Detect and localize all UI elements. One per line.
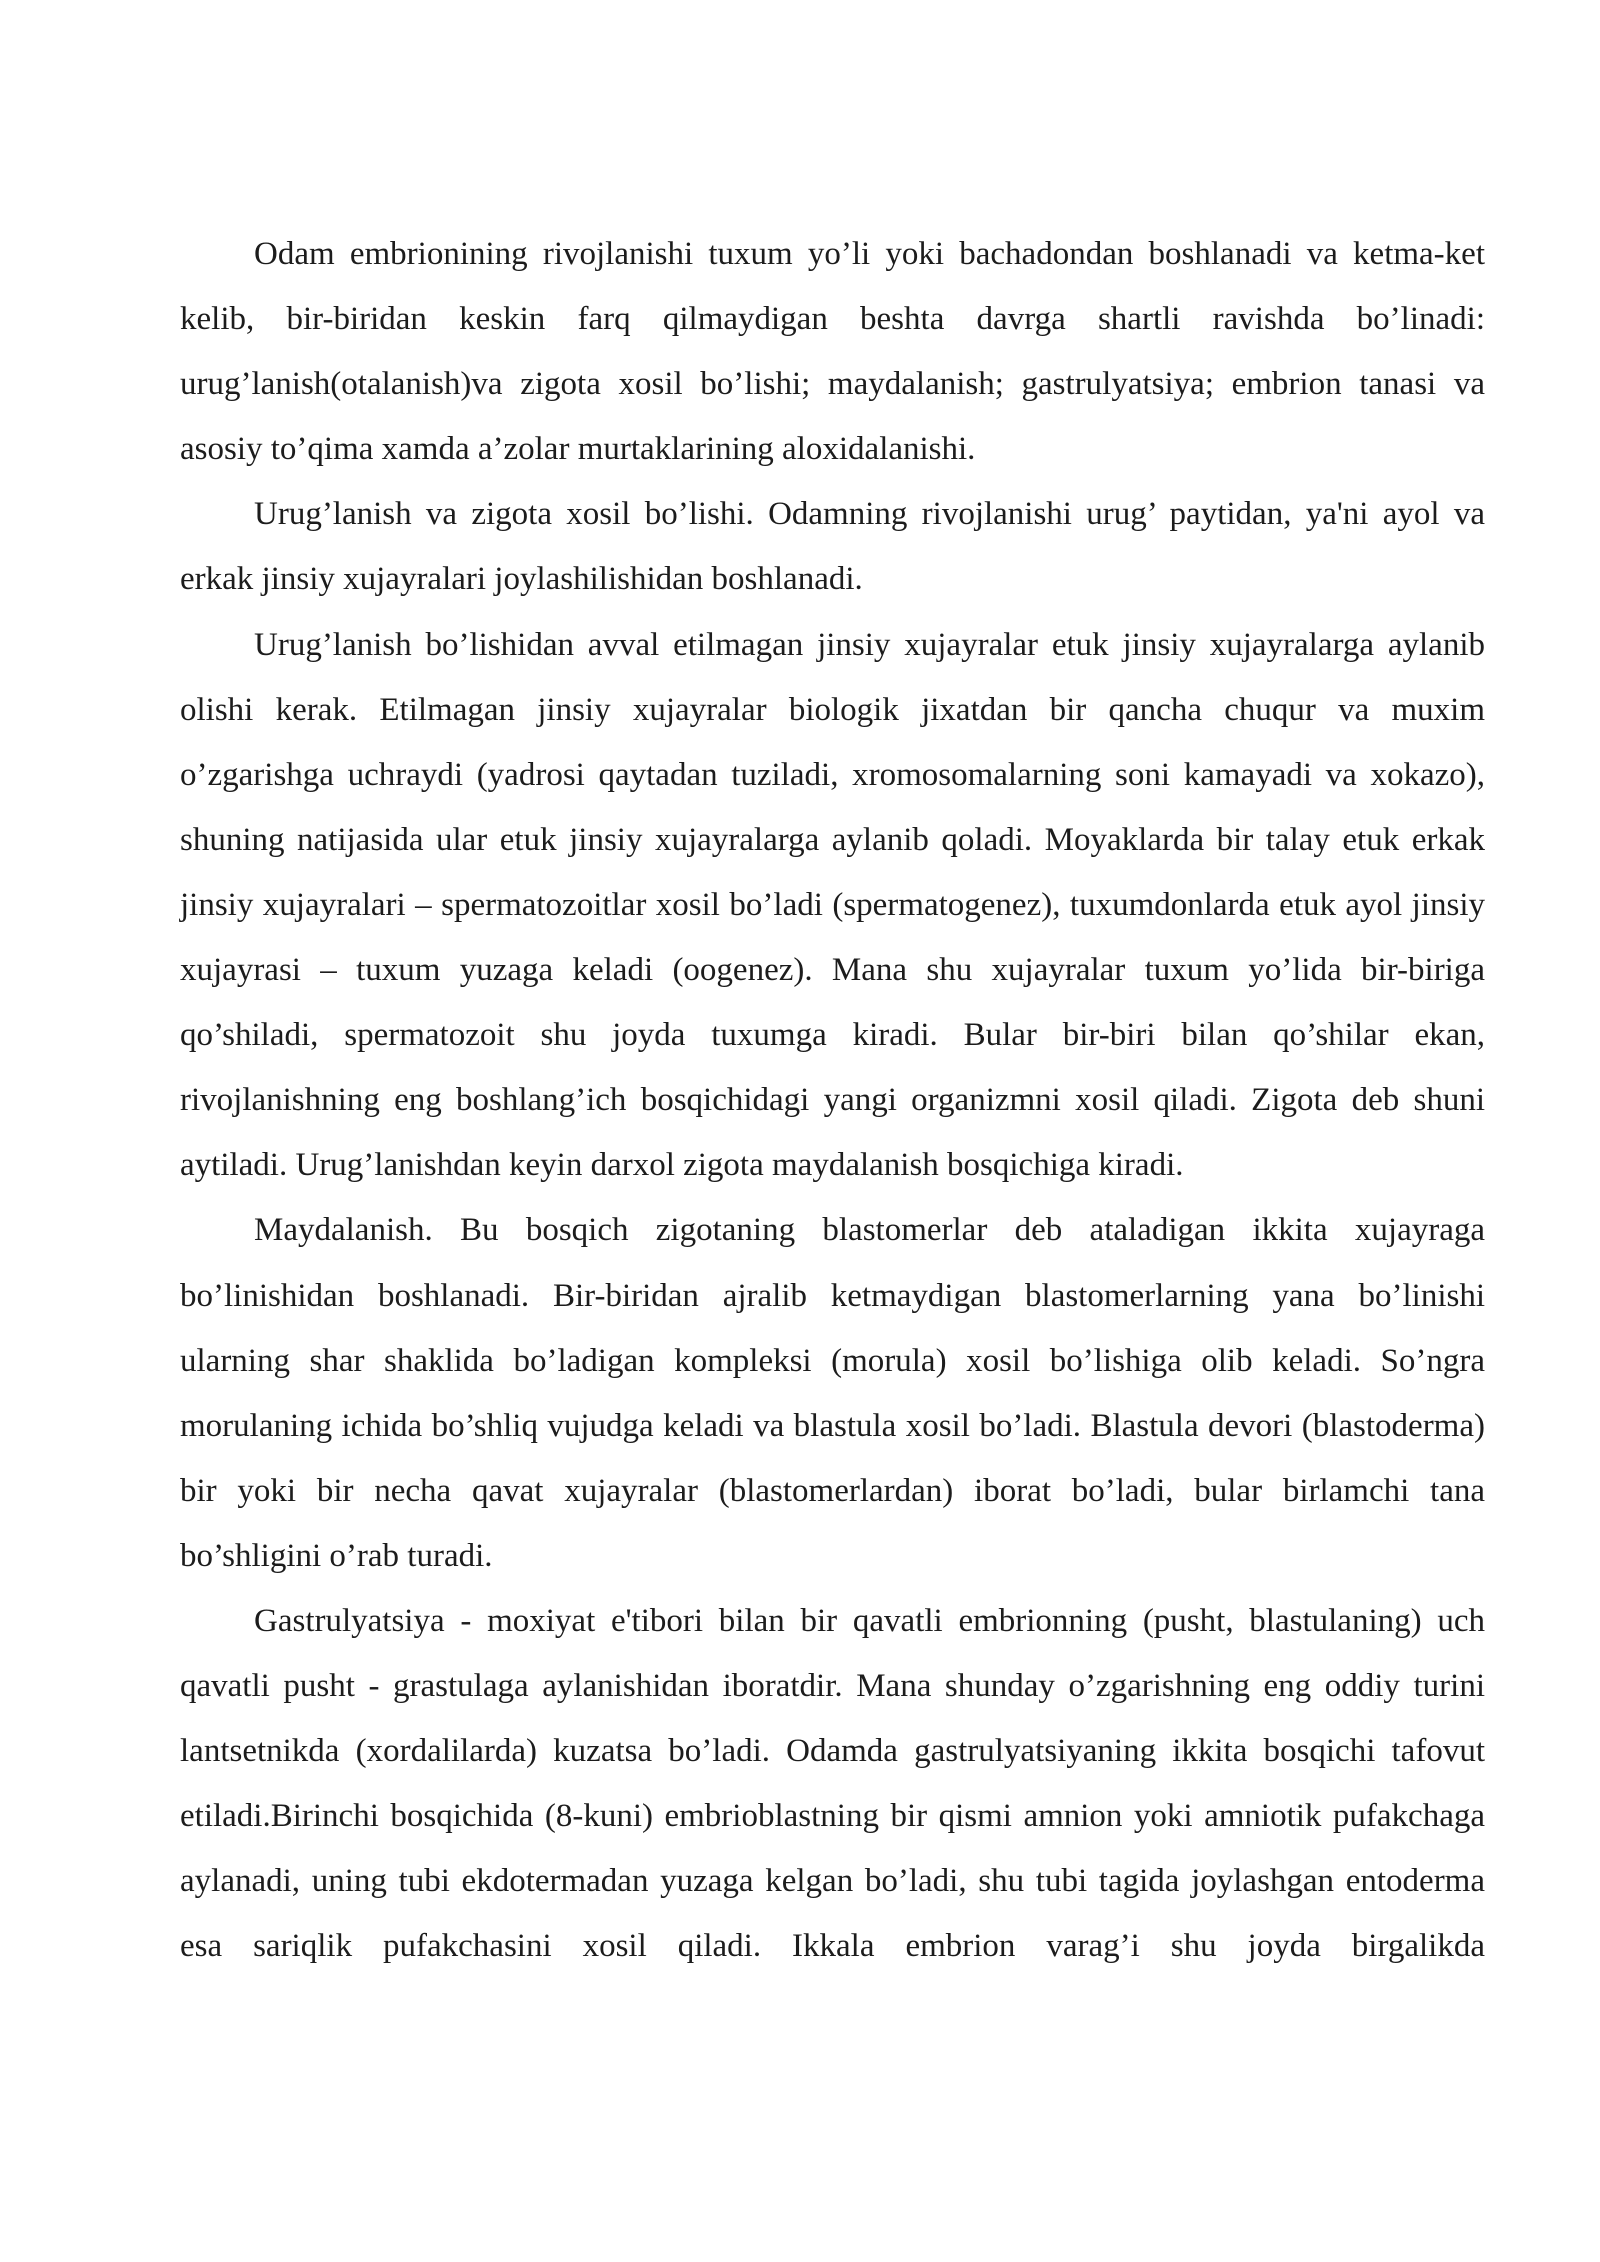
document-body (180, 222, 1485, 1980)
paragraph-gastrulation: Gastrulyatsiya - moxiyat e'tibori bilan bir qavatli embrionning (pusht, blastulaning) uch qavatli pusht - grastulaga aylanishidan iboratdir. Mana shunday o’zgarishning eng oddiy turini lantsetnikda (xordalilarda) kuzatsa bo’ladi. Odamda gastrulyatsiyaning ikkita bosqichi tafovut etiladi.Birinchi bosqichida (8-kuni) embrioblastning bir qismi amnion yoki amniotik pufakchaga aylanadi, uning tubi ekdotermadan yuzaga kelgan bo’ladi, shu tubi tagida joylashgan entoderma esa sariqlik pufakchasini xosil qiladi. Ikkala embrion varag’i shu joyda birgalikda (180, 1602, 1485, 1965)
paragraph-intro-stages: Odam embrionining rivojlanishi tuxum yo’li yoki bachadondan boshlanadi va ketma-ket kelib, bir-biridan keskin farq qilmaydigan beshta davrga shartli ravishda bo’linadi: urug’lanish(otalanish)va zigota xosil bo’lishi; maydalanish; gastrulyatsiya; embrion tanasi va asosiy to’qima xamda a’zolar murtaklarining aloxidalanishi. (180, 236, 1485, 468)
paragraph-fertilization: Urug’lanish va zigota xosil bo’lishi. Odamning rivojlanishi urug’ paytidan, ya'ni ayol va erkak jinsiy xujayralari joylashilishidan boshlanadi. (180, 496, 1485, 598)
paragraph-germ-cells: Urug’lanish bo’lishidan avval etilmagan jinsiy xujayralar etuk jinsiy xujayralarga aylanib olishi kerak. Etilmagan jinsiy xujayralar biologik jixatdan bir qancha chuqur va muxim o’zgarishga uchraydi (yadrosi qaytadan tuziladi, xromosomalarning soni kamayadi va xokazo), shuning natijasida ular etuk jinsiy xujayralarga aylanib qoladi. Moyaklarda bir talay etuk erkak jinsiy xujayralari – spermatozoitlar xosil bo’ladi (spermatogenez), tuxumdonlarda etuk ayol jinsiy xujayrasi – tuxum yuzaga keladi (oogenez). Mana shu xujayralar tuxum yo’lida bir-biriga qo’shiladi, spermatozoit shu joyda tuxumga kiradi. Bular bir-biri bilan qo’shilar ekan, rivojlanishning eng boshlang’ich bosqichidagi yangi organizmni xosil qiladi. Zigota deb shuni aytiladi. Urug’lanishdan keyin darxol zigota maydalanish bosqichiga kiradi. (180, 626, 1485, 1184)
paragraph-cleavage: Maydalanish. Bu bosqich zigotaning blastomerlar deb ataladigan ikkita xujayraga bo’linishidan boshlanadi. Bir-biridan ajralib ketmaydigan blastomerlarning yana bo’linishi ularning shar shaklida bo’ladigan kompleksi (morula) xosil bo’lishiga olib keladi. So’ngra morulaning ichida bo’shliq vujudga keladi va blastula xosil bo’ladi. Blastula devori (blastoderma) bir yoki bir necha qavat xujayralar (blastomerlardan) iborat bo’ladi, bular birlamchi tana bo’shligini o’rab turadi. (180, 1212, 1485, 1574)
